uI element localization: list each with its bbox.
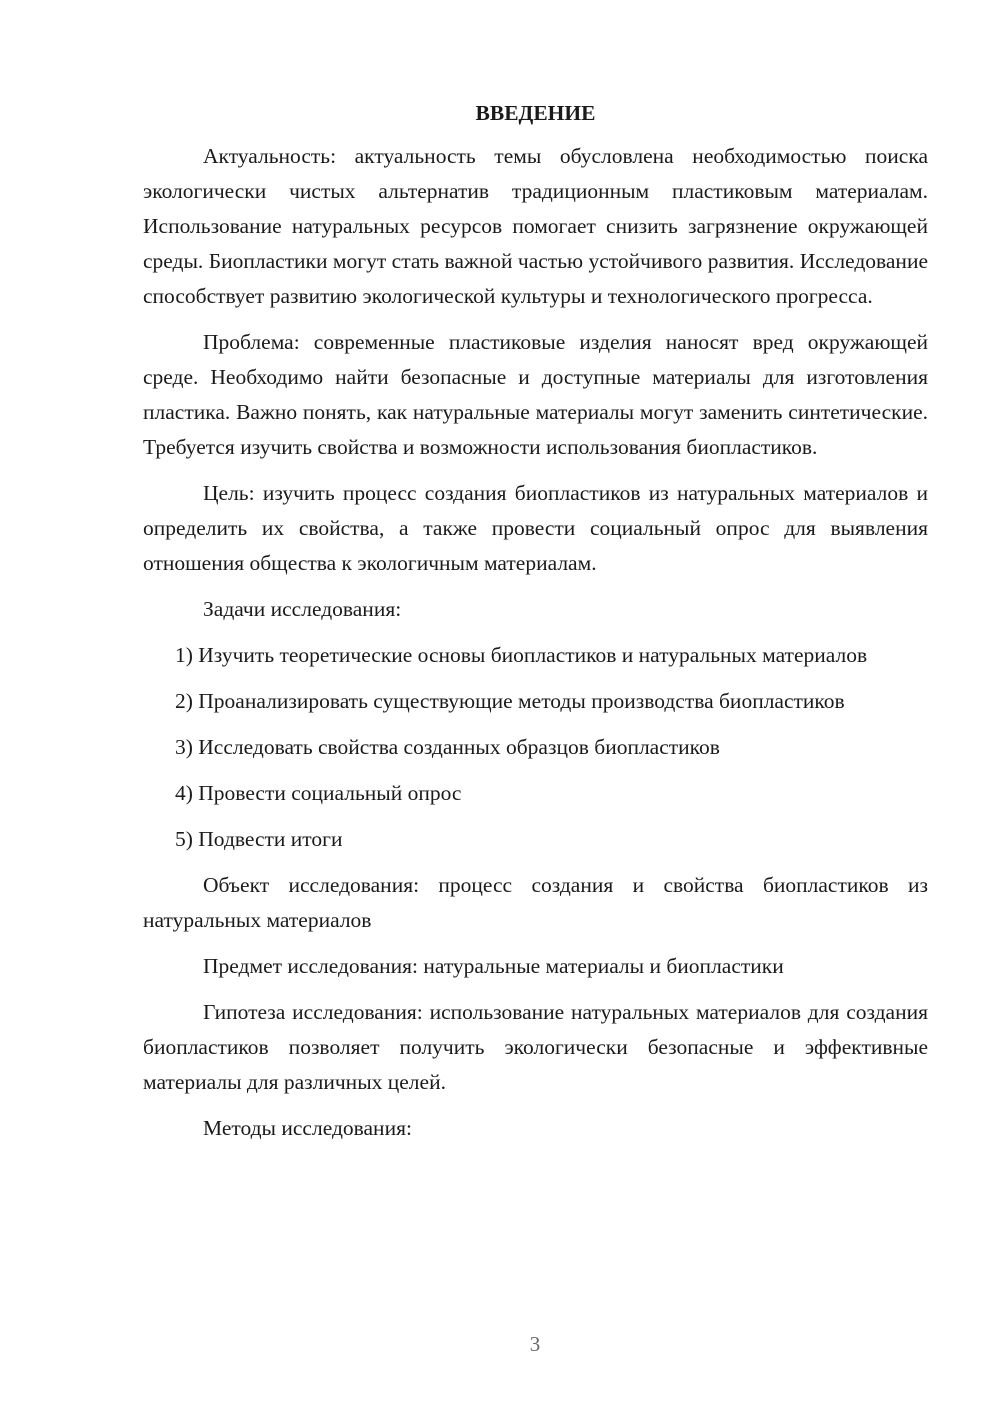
task-item-4: 4) Провести социальный опрос (175, 781, 462, 805)
task-item-1: 1) Изучить теоретические основы биопластиков и натуральных материалов (175, 643, 868, 667)
document-page (143, 96, 928, 1157)
tasks-heading: Задачи исследования: (203, 597, 402, 621)
section-title: ВВЕДЕНИЕ (475, 101, 596, 125)
paragraph-object: Объект исследования: процесс создания и свойства биопластиков из натуральных материалов (143, 873, 928, 932)
paragraph-hypothesis: Гипотеза исследования: использование натуральных материалов для создания биопластиков позволяет получить экологически безопасные и эффективные материалы для различных целей. (143, 1000, 928, 1094)
task-item-3: 3) Исследовать свойства созданных образцов биопластиков (175, 735, 720, 759)
paragraph-goal: Цель: изучить процесс создания биопластиков из натуральных материалов и определить их свойства, а также провести социальный опрос для выявления отношения общества к экологичным материалам. (143, 481, 928, 575)
paragraph-relevance: Актуальность: актуальность темы обусловлена необходимостью поиска экологически чистых альтернатив традиционным пластиковым материалам. Использование натуральных ресурсов помогает снизить загрязнение окружающей среды. Биопластики могут стать важной частью устойчивого развития. Исследование способствует развитию экологической культуры и технологического прогресса. (143, 144, 928, 308)
page-number: 3 (529, 1332, 541, 1356)
paragraph-problem: Проблема: современные пластиковые изделия наносят вред окружающей среде. Необходимо найти безопасные и доступные материалы для изготовления пластика. Важно понять, как натуральные материалы могут заменить синтетические. Требуется изучить свойства и возможности использования биопластиков. (143, 330, 928, 459)
task-item-5: 5) Подвести итоги (175, 827, 343, 851)
task-item-2: 2) Проанализировать существующие методы производства биопластиков (175, 689, 845, 713)
paragraph-subject: Предмет исследования: натуральные материалы и биопластики (203, 954, 784, 978)
methods-heading: Методы исследования: (203, 1116, 412, 1140)
